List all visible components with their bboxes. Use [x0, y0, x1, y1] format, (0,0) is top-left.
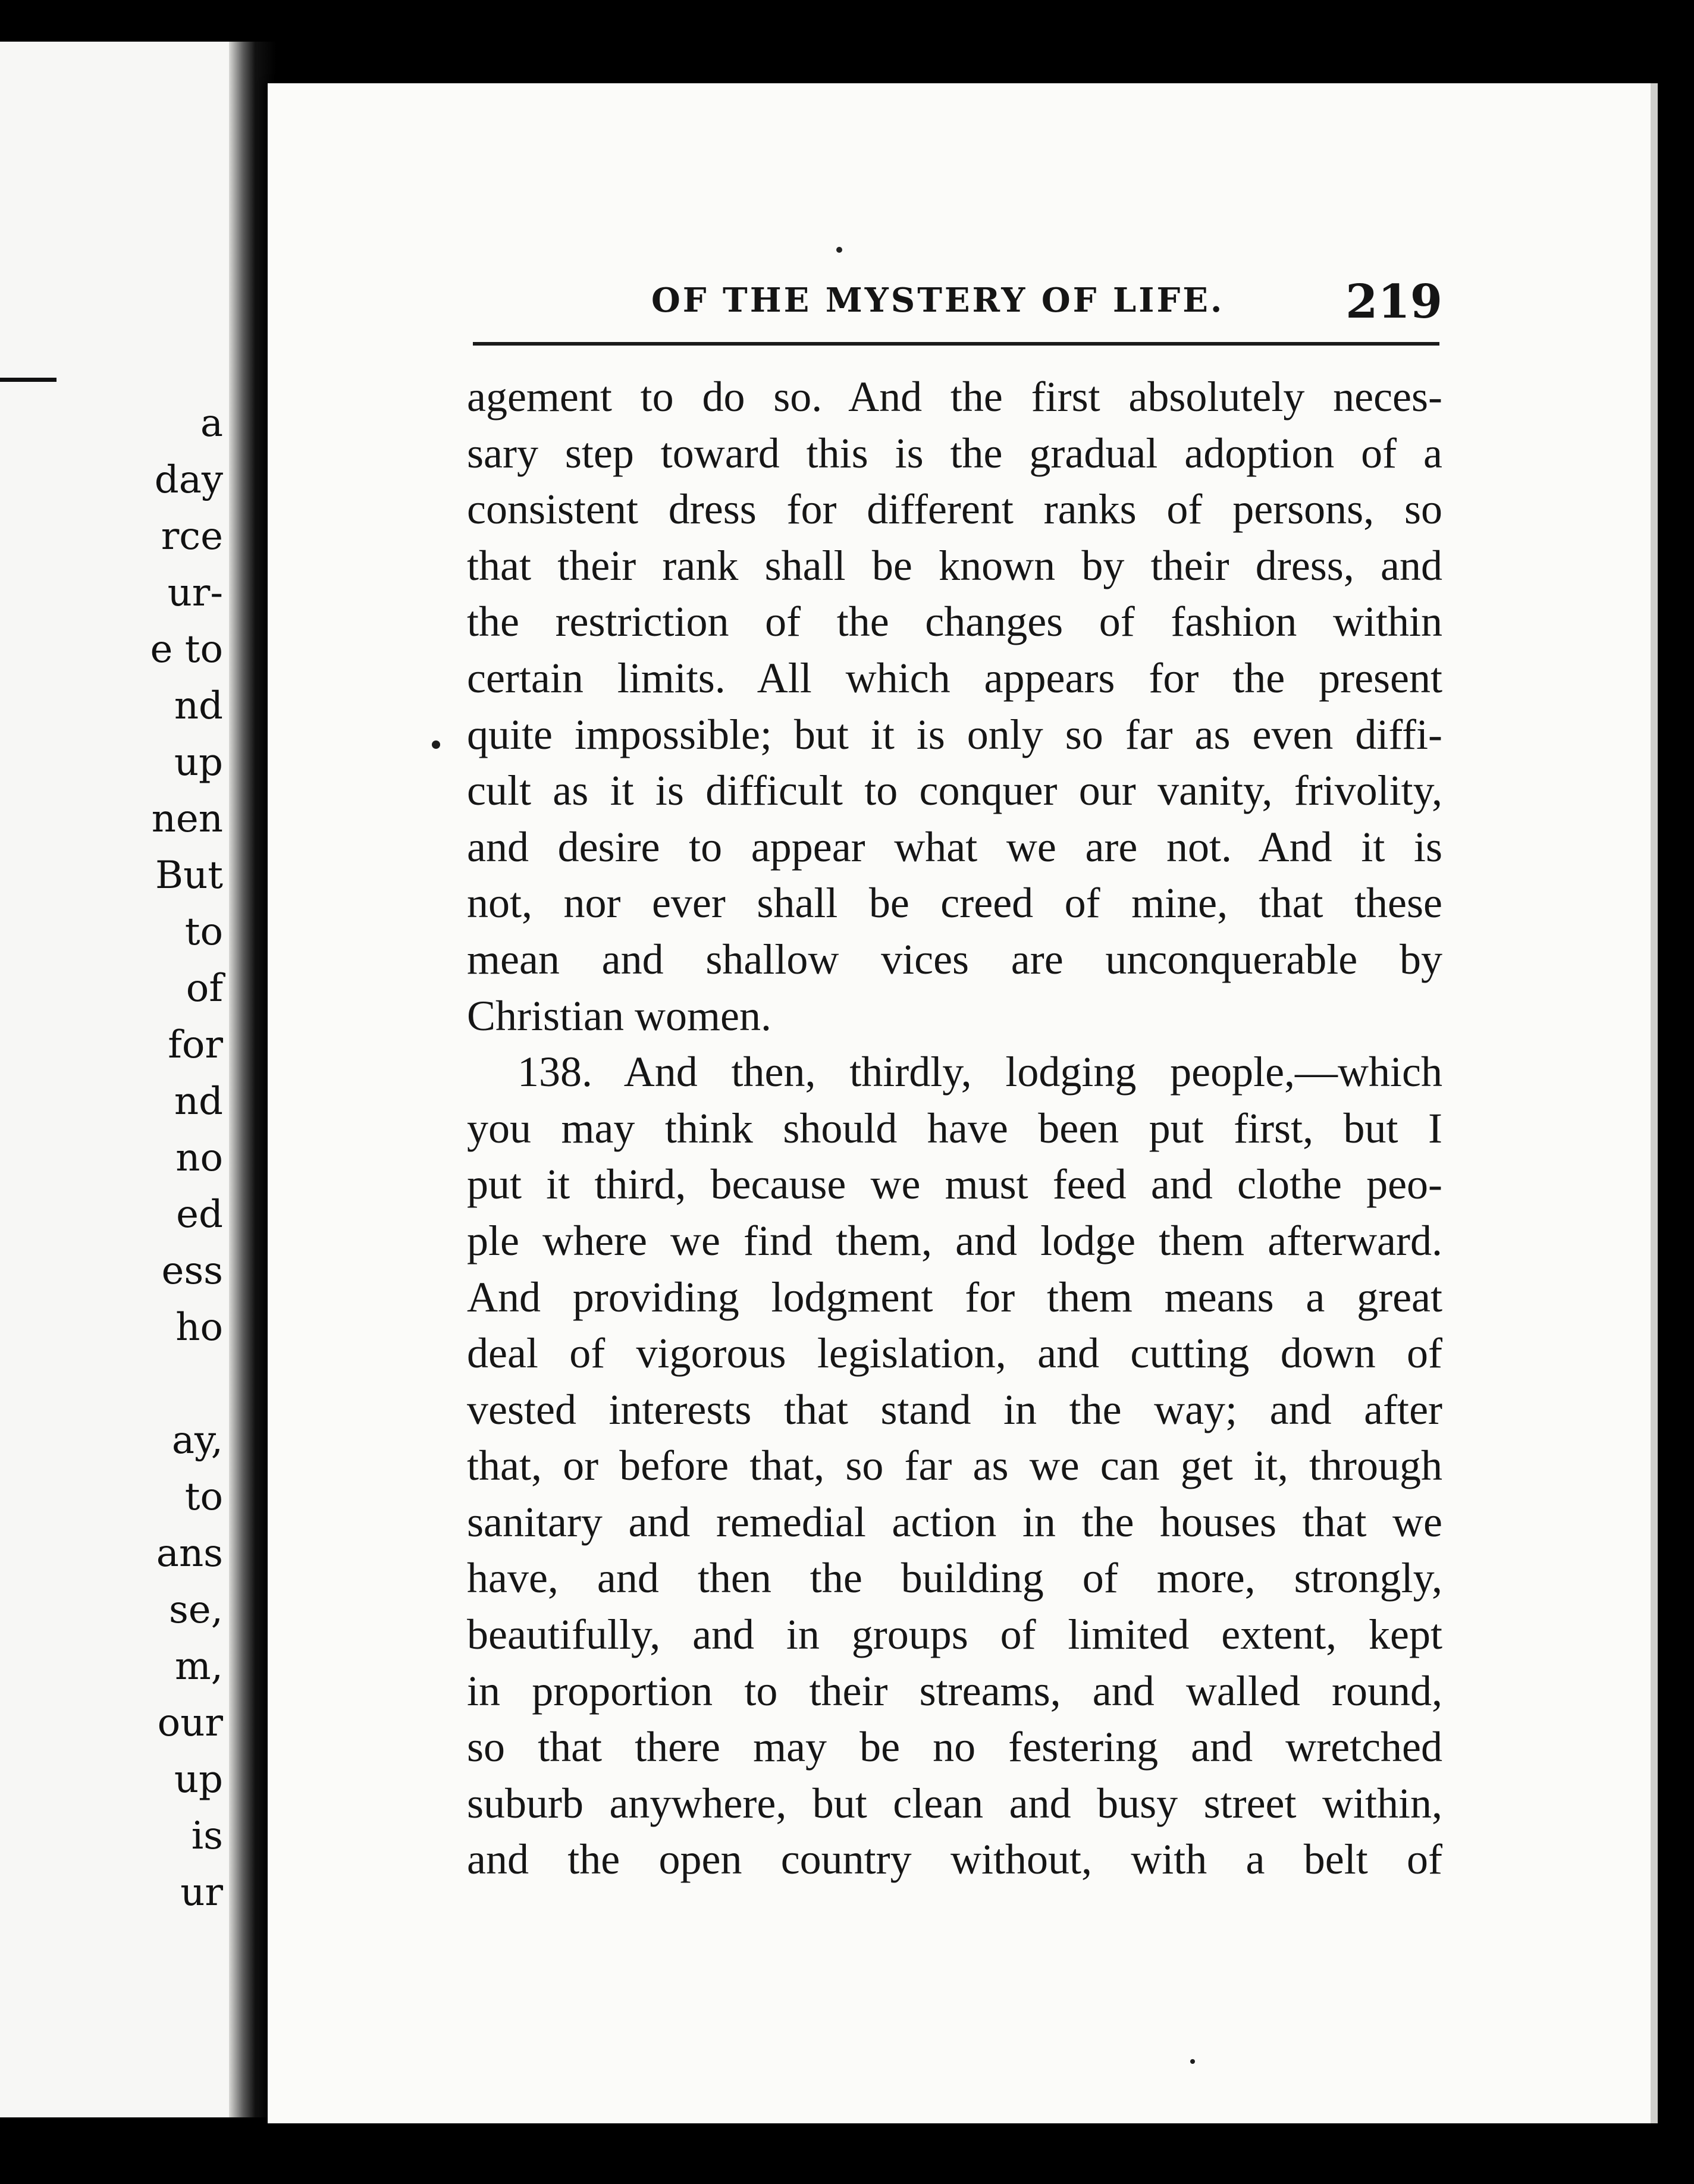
text-line: that, or before that, so far as we can get it, through [467, 1442, 1442, 1490]
ink-speck [836, 247, 842, 253]
left-line-fragment: m, [174, 1645, 223, 1689]
text-line: and desire to appear what we are not. And it is [467, 823, 1442, 871]
text-line: consistent dress for different ranks of persons, so [467, 485, 1442, 534]
left-line-fragment: ess [161, 1249, 223, 1293]
text-line: in proportion to their streams, and walled round, [467, 1667, 1442, 1715]
left-line-fragment: nd [174, 684, 223, 728]
text-line: deal of vigorous legislation, and cutting down of [467, 1329, 1442, 1377]
page-edge [1651, 83, 1658, 2123]
left-header-rule [0, 378, 57, 382]
left-line-fragment: nd [174, 1080, 223, 1124]
left-line-fragment: ed [176, 1193, 223, 1237]
ink-speck [1190, 2059, 1195, 2064]
text-line: the restriction of the changes of fashion within [467, 598, 1442, 646]
left-line-fragment: ur [180, 1871, 223, 1915]
text-line: quite impossible; but it is only so far as even diffi- [467, 710, 1442, 758]
text-line: and the open country without, with a belt of [467, 1835, 1442, 1884]
left-line-fragment: e to [150, 627, 223, 671]
left-line-fragment: se, [168, 1588, 223, 1632]
left-line-fragment: is [191, 1814, 223, 1858]
ink-speck [432, 740, 440, 749]
text-line: sary step toward this is the gradual adoption of a [467, 429, 1442, 477]
body-text [467, 369, 1442, 1888]
page-number: 219 [1345, 275, 1442, 329]
text-line: not, nor ever shall be creed of mine, that these [467, 879, 1442, 927]
running-header-title: OF THE MYSTERY OF LIFE. [651, 281, 1225, 320]
left-line-fragment: of [186, 967, 223, 1011]
text-line: cult as it is difficult to conquer our vanity, frivolity, [467, 767, 1442, 815]
paragraph-start-line: 138. And then, thirdly, lodging people,—which [517, 1048, 1442, 1096]
text-line: that their rank shall be known by their dress, and [467, 541, 1442, 589]
text-line: vested interests that stand in the way; and after [467, 1385, 1442, 1433]
text-line: suburb anywhere, but clean and busy street within, [467, 1779, 1442, 1827]
left-line-fragment: for [168, 1023, 223, 1067]
left-line-fragment: our [157, 1701, 223, 1745]
text-line: agement to do so. And the first absolutely neces- [467, 373, 1442, 421]
left-line-fragment: ho [175, 1306, 223, 1350]
left-line-fragment: nen [151, 797, 223, 841]
header-rule [473, 342, 1439, 346]
left-line-fragment: rce [161, 514, 223, 558]
text-line: And providing lodgment for them means a great [467, 1273, 1442, 1321]
text-line: you may think should have been put first, but I [467, 1104, 1442, 1152]
text-line: ple where we find them, and lodge them afterward. [467, 1216, 1442, 1264]
left-line-fragment: up [174, 740, 223, 785]
left-line-fragment: to [184, 1475, 223, 1519]
left-line-fragment: no [175, 1136, 223, 1180]
running-header [651, 275, 1442, 331]
left-page-fragment [0, 42, 232, 2117]
text-line: have, and then the building of more, strongly, [467, 1554, 1442, 1602]
left-line-fragment: to [184, 910, 223, 954]
text-line: sanitary and remedial action in the houses that we [467, 1498, 1442, 1546]
left-line-fragment: up [174, 1758, 223, 1802]
text-line: beautifully, and in groups of limited extent, kept [467, 1611, 1442, 1659]
left-line-fragment: ur- [167, 571, 223, 615]
left-line-fragment: But [155, 853, 223, 898]
text-line: so that there may be no festering and wretched [467, 1723, 1442, 1771]
text-line: certain limits. All which appears for the present [467, 654, 1442, 702]
text-line: Christian women. [467, 991, 771, 1040]
left-line-fragment: a [200, 401, 223, 445]
left-line-fragment: ay, [171, 1419, 223, 1463]
left-line-fragment: day [154, 458, 223, 502]
text-line: mean and shallow vices are unconquerable by [467, 935, 1442, 983]
text-line: put it third, because we must feed and clothe peo- [467, 1160, 1442, 1209]
left-line-fragment: ans [156, 1532, 223, 1576]
